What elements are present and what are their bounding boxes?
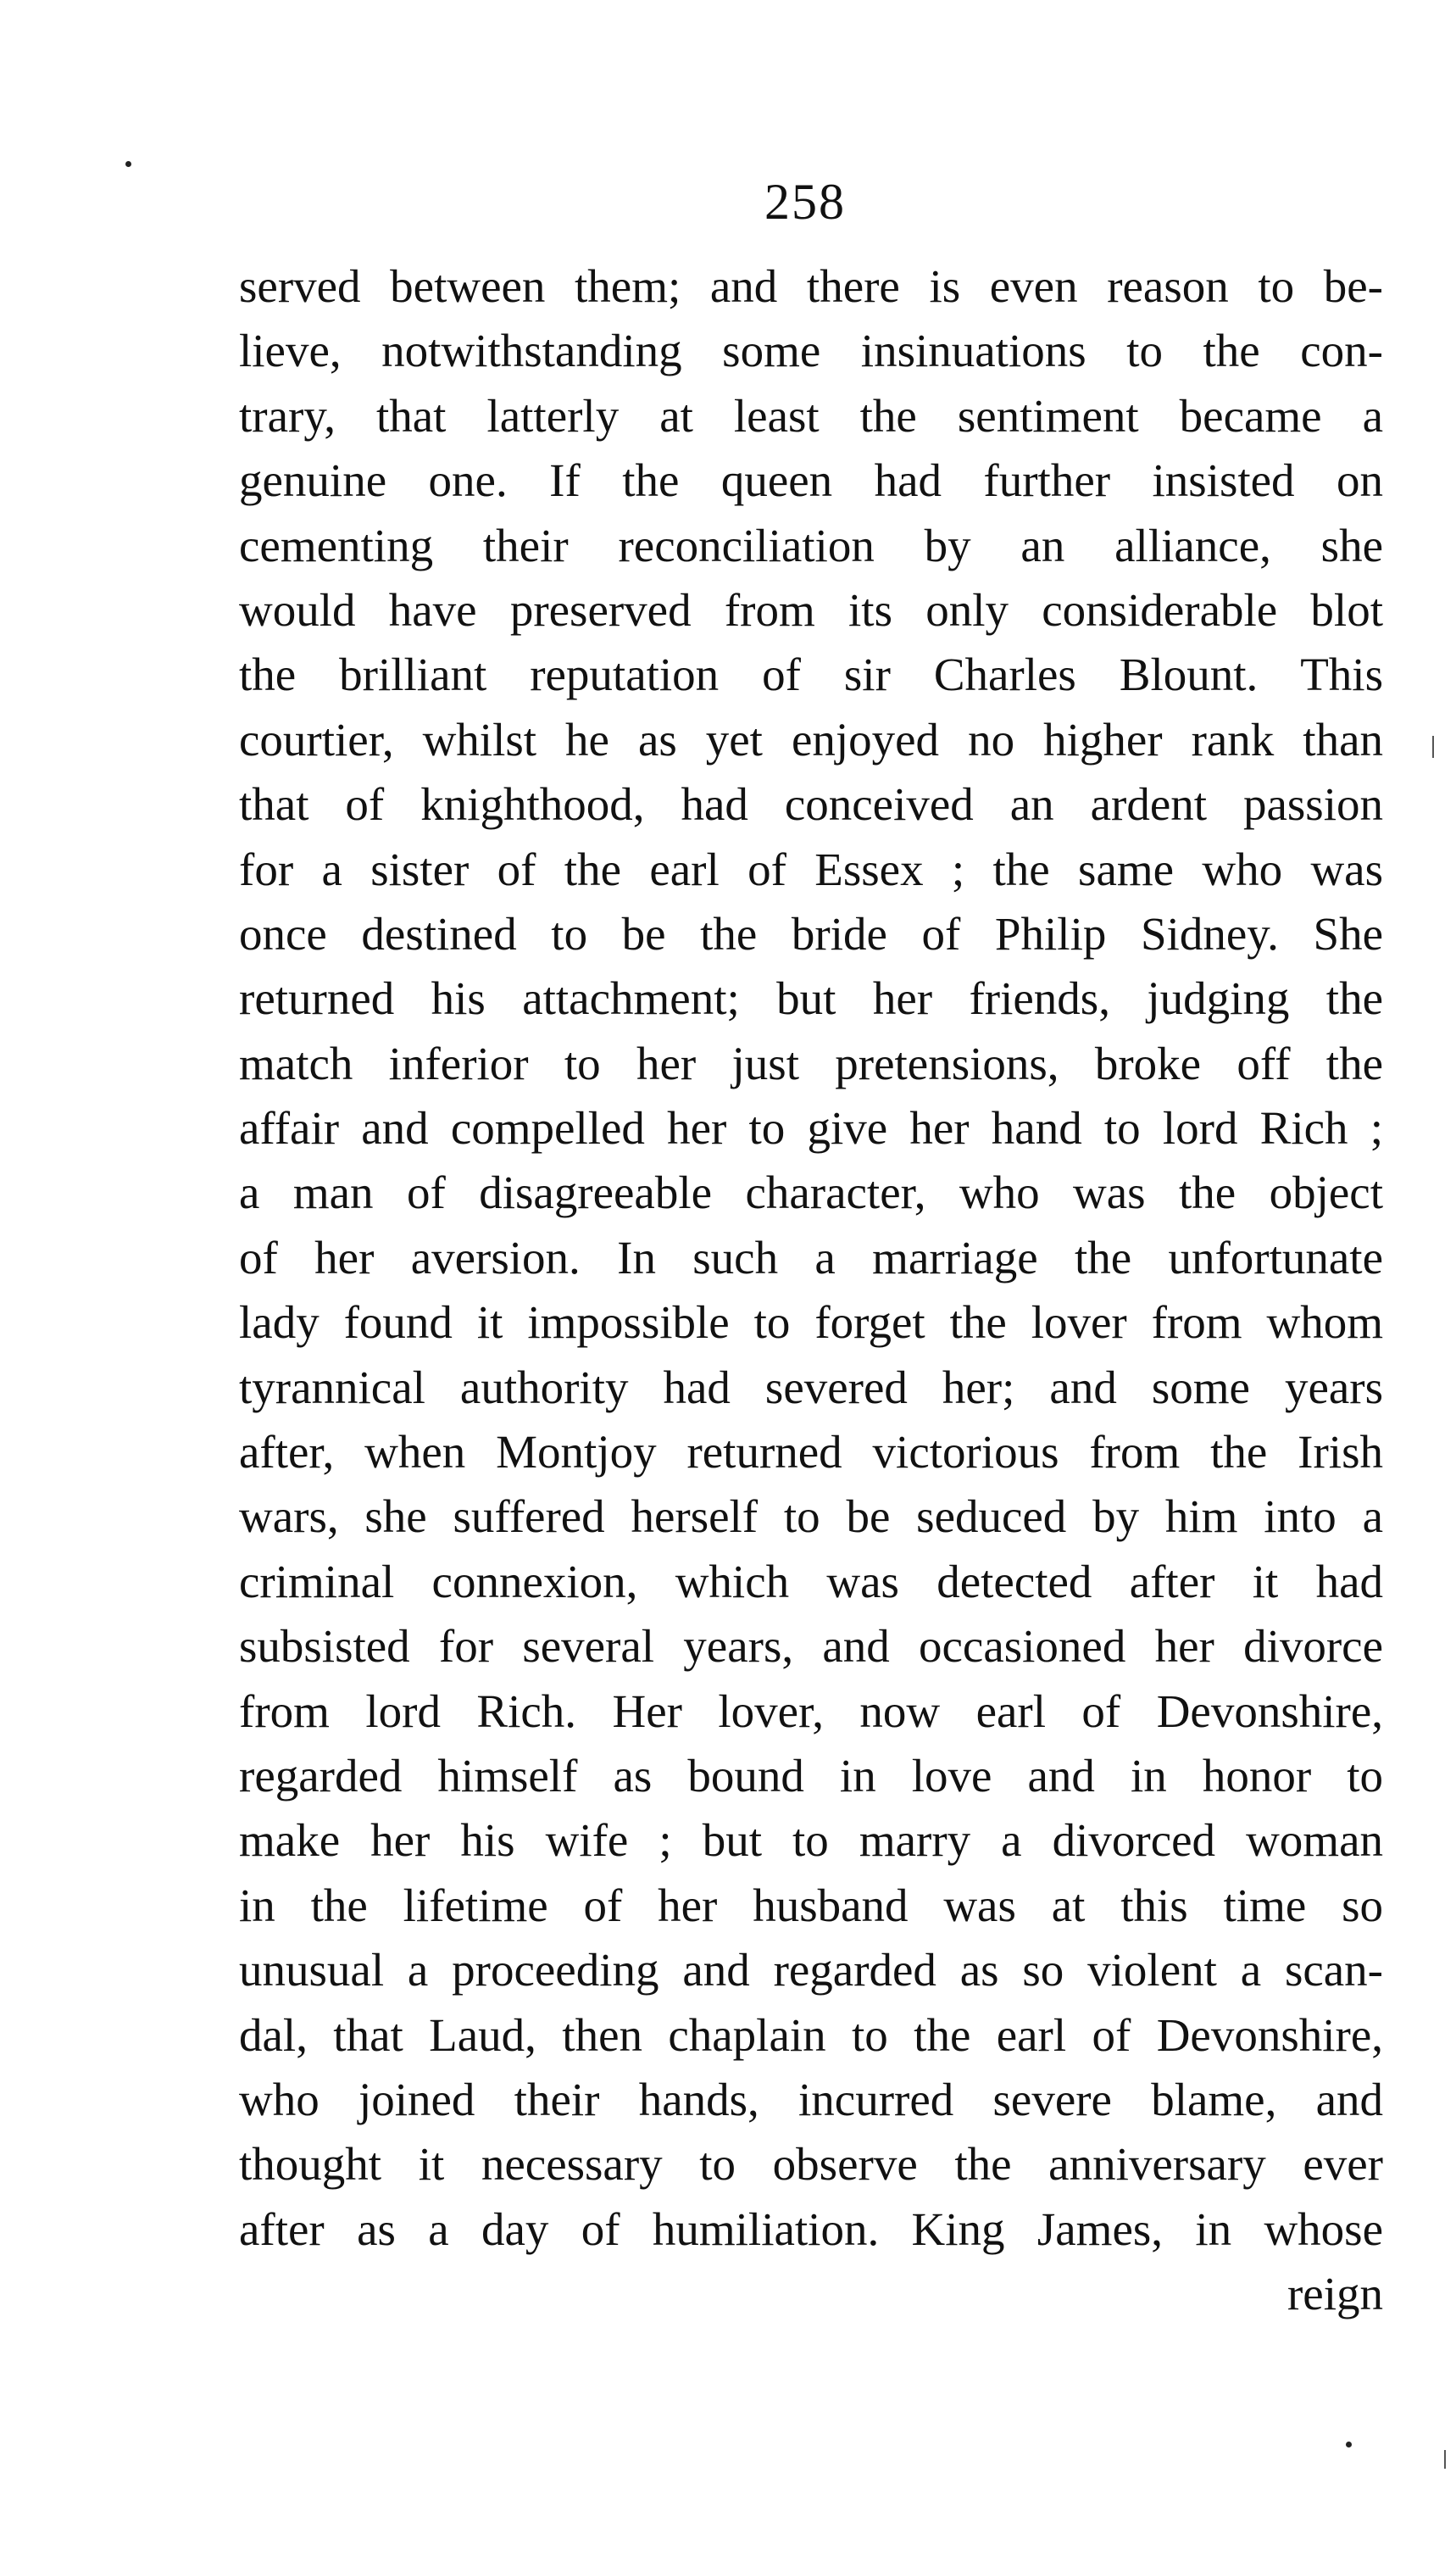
text-line: who joined their hands, incurred severe blame, and [239, 2073, 1383, 2125]
text-line: from lord Rich. Her lover, now earl of Devonshire, [239, 1685, 1383, 1737]
text-line: that of knighthood, had conceived an ardent passion [239, 778, 1383, 831]
text-line: would have preserved from its only considerable blot [239, 583, 1383, 636]
text-line: for a sister of the earl of Essex ; the same who was [239, 843, 1383, 895]
body-text [239, 254, 1383, 2327]
ink-speck [1346, 2442, 1352, 2447]
text-line: regarded himself as bound in love and in honor to [239, 1749, 1383, 1801]
text-line: unusual a proceeding and regarded as so violent a scan- [239, 1944, 1383, 1996]
text-line: in the lifetime of her husband was at this time so [239, 1879, 1383, 1931]
text-line: after as a day of humiliation. King James, in whose [239, 2202, 1383, 2255]
text-line: thought it necessary to observe the anniversary ever [239, 2138, 1383, 2191]
text-line: courtier, whilst he as yet enjoyed no higher rank than [239, 713, 1383, 766]
text-line: once destined to be the bride of Philip Sidney. She [239, 907, 1383, 960]
text-line: served between them; and there is even reason to be- [239, 260, 1383, 312]
text-line: lieve, notwithstanding some insinuations to the con- [239, 325, 1383, 377]
text-line: a man of disagreeable character, who was the object [239, 1167, 1383, 1219]
text-line: cementing their reconciliation by an alliance, she [239, 519, 1383, 571]
text-line: wars, she suffered herself to be seduced by him into a [239, 1490, 1383, 1543]
text-line: returned his attachment; but her friends, judging the [239, 972, 1383, 1025]
text-line: tyrannical authority had severed her; and some years [239, 1361, 1383, 1413]
text-line: criminal connexion, which was detected after it had [239, 1555, 1383, 1607]
text-line: affair and compelled her to give her hand to lord Rich ; [239, 1102, 1383, 1155]
text-line: genuine one. If the queen had further insisted on [239, 454, 1383, 507]
catchword: reign [1287, 2268, 1383, 2320]
text-line: trary, that latterly at least the sentiment became a [239, 389, 1383, 442]
text-line: make her his wife ; but to marry a divorced woman [239, 1814, 1383, 1867]
text-line: of her aversion. In such a marriage the unfortunate [239, 1231, 1383, 1284]
text-line: dal, that Laud, then chaplain to the earl of Devonshire, [239, 2008, 1383, 2061]
margin-mark [1432, 736, 1434, 758]
text-line: subsisted for several years, and occasioned her divorce [239, 1620, 1383, 1673]
margin-mark [1444, 2450, 1446, 2469]
page-number: 258 [764, 174, 846, 230]
text-line: match inferior to her just pretensions, broke off the [239, 1037, 1383, 1089]
text-line: lady found it impossible to forget the lover from whom [239, 1296, 1383, 1349]
ink-speck [125, 161, 131, 167]
text-line: after, when Montjoy returned victorious from the Irish [239, 1426, 1383, 1478]
text-line: the brilliant reputation of sir Charles Blount. This [239, 649, 1383, 701]
